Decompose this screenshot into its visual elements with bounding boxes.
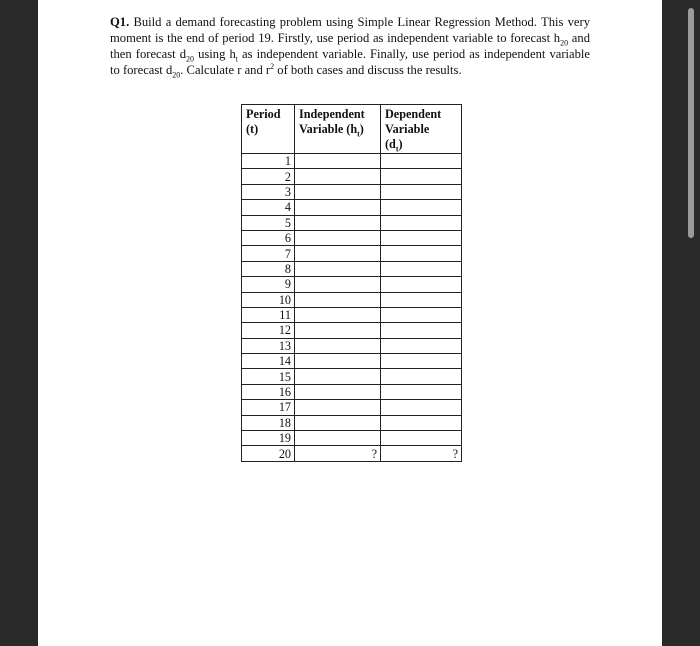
table-row	[242, 230, 462, 245]
question-subscript: 20	[172, 70, 181, 80]
cell-dependent	[381, 384, 462, 399]
cell-independent	[295, 200, 381, 215]
cell-period: 4	[242, 200, 295, 215]
cell-period: 18	[242, 415, 295, 430]
table-row	[242, 400, 462, 415]
table-row	[242, 200, 462, 215]
cell-dependent	[381, 415, 462, 430]
cell-period: 14	[242, 354, 295, 369]
cell-independent	[295, 384, 381, 399]
table-row	[242, 169, 462, 184]
cell-dependent	[381, 323, 462, 338]
question-subscript: 20	[560, 38, 569, 48]
cell-dependent	[381, 215, 462, 230]
table-row	[242, 384, 462, 399]
header-dependent-line2: Variable	[385, 122, 430, 136]
cell-period: 2	[242, 169, 295, 184]
table-row	[242, 184, 462, 199]
cell-dependent: ?	[381, 446, 462, 461]
question-text: using h	[194, 47, 236, 61]
cell-independent	[295, 369, 381, 384]
table-row	[242, 338, 462, 353]
cell-independent: ?	[295, 446, 381, 461]
cell-period: 1	[242, 154, 295, 169]
header-dependent-sub: t	[395, 144, 399, 154]
cell-period: 6	[242, 230, 295, 245]
header-independent-line1: Independent	[299, 107, 365, 121]
cell-period: 7	[242, 246, 295, 261]
cell-dependent	[381, 230, 462, 245]
cell-period: 3	[242, 184, 295, 199]
header-period-line1: Period	[246, 107, 281, 121]
cell-dependent	[381, 184, 462, 199]
table-row	[242, 261, 462, 276]
scrollbar-thumb[interactable]	[688, 8, 694, 238]
table-row	[242, 415, 462, 430]
cell-period: 17	[242, 400, 295, 415]
table-row	[242, 246, 462, 261]
cell-dependent	[381, 200, 462, 215]
header-dependent-line3: (d	[385, 137, 396, 151]
question-label: Q1.	[110, 15, 130, 29]
header-period	[242, 105, 295, 154]
cell-dependent	[381, 154, 462, 169]
question-subscript: t	[235, 54, 238, 64]
table-row	[242, 307, 462, 322]
data-table	[241, 104, 462, 462]
cell-independent	[295, 354, 381, 369]
cell-period: 12	[242, 323, 295, 338]
cell-independent	[295, 246, 381, 261]
table-row	[242, 323, 462, 338]
cell-period: 19	[242, 431, 295, 446]
header-dependent	[381, 105, 462, 154]
cell-dependent	[381, 431, 462, 446]
question-text: of both cases and discuss the results.	[274, 63, 462, 77]
cell-independent	[295, 415, 381, 430]
cell-dependent	[381, 369, 462, 384]
question-text: as independent variable. Finally, use period as independent variable to forecast d	[110, 47, 590, 77]
cell-independent	[295, 323, 381, 338]
cell-period: 13	[242, 338, 295, 353]
table-row	[242, 277, 462, 292]
cell-period: 15	[242, 369, 295, 384]
table-row	[242, 369, 462, 384]
table-row	[242, 215, 462, 230]
cell-independent	[295, 169, 381, 184]
cell-dependent	[381, 400, 462, 415]
cell-period: 10	[242, 292, 295, 307]
cell-independent	[295, 338, 381, 353]
cell-dependent	[381, 261, 462, 276]
cell-independent	[295, 215, 381, 230]
cell-dependent	[381, 246, 462, 261]
cell-dependent	[381, 292, 462, 307]
cell-dependent	[381, 354, 462, 369]
cell-independent	[295, 292, 381, 307]
header-period-line2: (t)	[246, 122, 259, 136]
question-superscript: 2	[270, 61, 275, 71]
table-row	[242, 431, 462, 446]
document-page	[38, 0, 662, 646]
question-text: Build a demand forecasting problem using Simple Linear Regression Method. This very moment is the end of period 19. Firstly, use period as independent variable to forecast h	[110, 15, 590, 45]
header-independent	[295, 105, 381, 154]
cell-period: 11	[242, 307, 295, 322]
header-dependent-close: )	[398, 137, 403, 151]
table-row	[242, 292, 462, 307]
table-header-row	[242, 105, 462, 154]
question-text: and then forecast d	[110, 31, 590, 61]
question-paragraph	[110, 14, 590, 78]
cell-period: 20	[242, 446, 295, 461]
cell-dependent	[381, 169, 462, 184]
cell-independent	[295, 307, 381, 322]
table-body	[242, 154, 462, 462]
cell-dependent	[381, 338, 462, 353]
header-independent-close: )	[359, 122, 364, 136]
cell-dependent	[381, 307, 462, 322]
cell-independent	[295, 154, 381, 169]
cell-independent	[295, 277, 381, 292]
header-independent-line2: Variable (h	[299, 122, 358, 136]
question-text: . Calculate r and r	[180, 63, 271, 77]
header-independent-sub: t	[357, 129, 360, 139]
table-row	[242, 446, 462, 461]
cell-period: 9	[242, 277, 295, 292]
cell-dependent	[381, 277, 462, 292]
table-row	[242, 154, 462, 169]
cell-independent	[295, 261, 381, 276]
cell-independent	[295, 400, 381, 415]
question-subscript: 20	[186, 54, 194, 64]
table-row	[242, 354, 462, 369]
cell-period: 16	[242, 384, 295, 399]
cell-independent	[295, 184, 381, 199]
cell-independent	[295, 431, 381, 446]
cell-independent	[295, 230, 381, 245]
cell-period: 5	[242, 215, 295, 230]
header-dependent-line1: Dependent	[385, 107, 442, 121]
cell-period: 8	[242, 261, 295, 276]
